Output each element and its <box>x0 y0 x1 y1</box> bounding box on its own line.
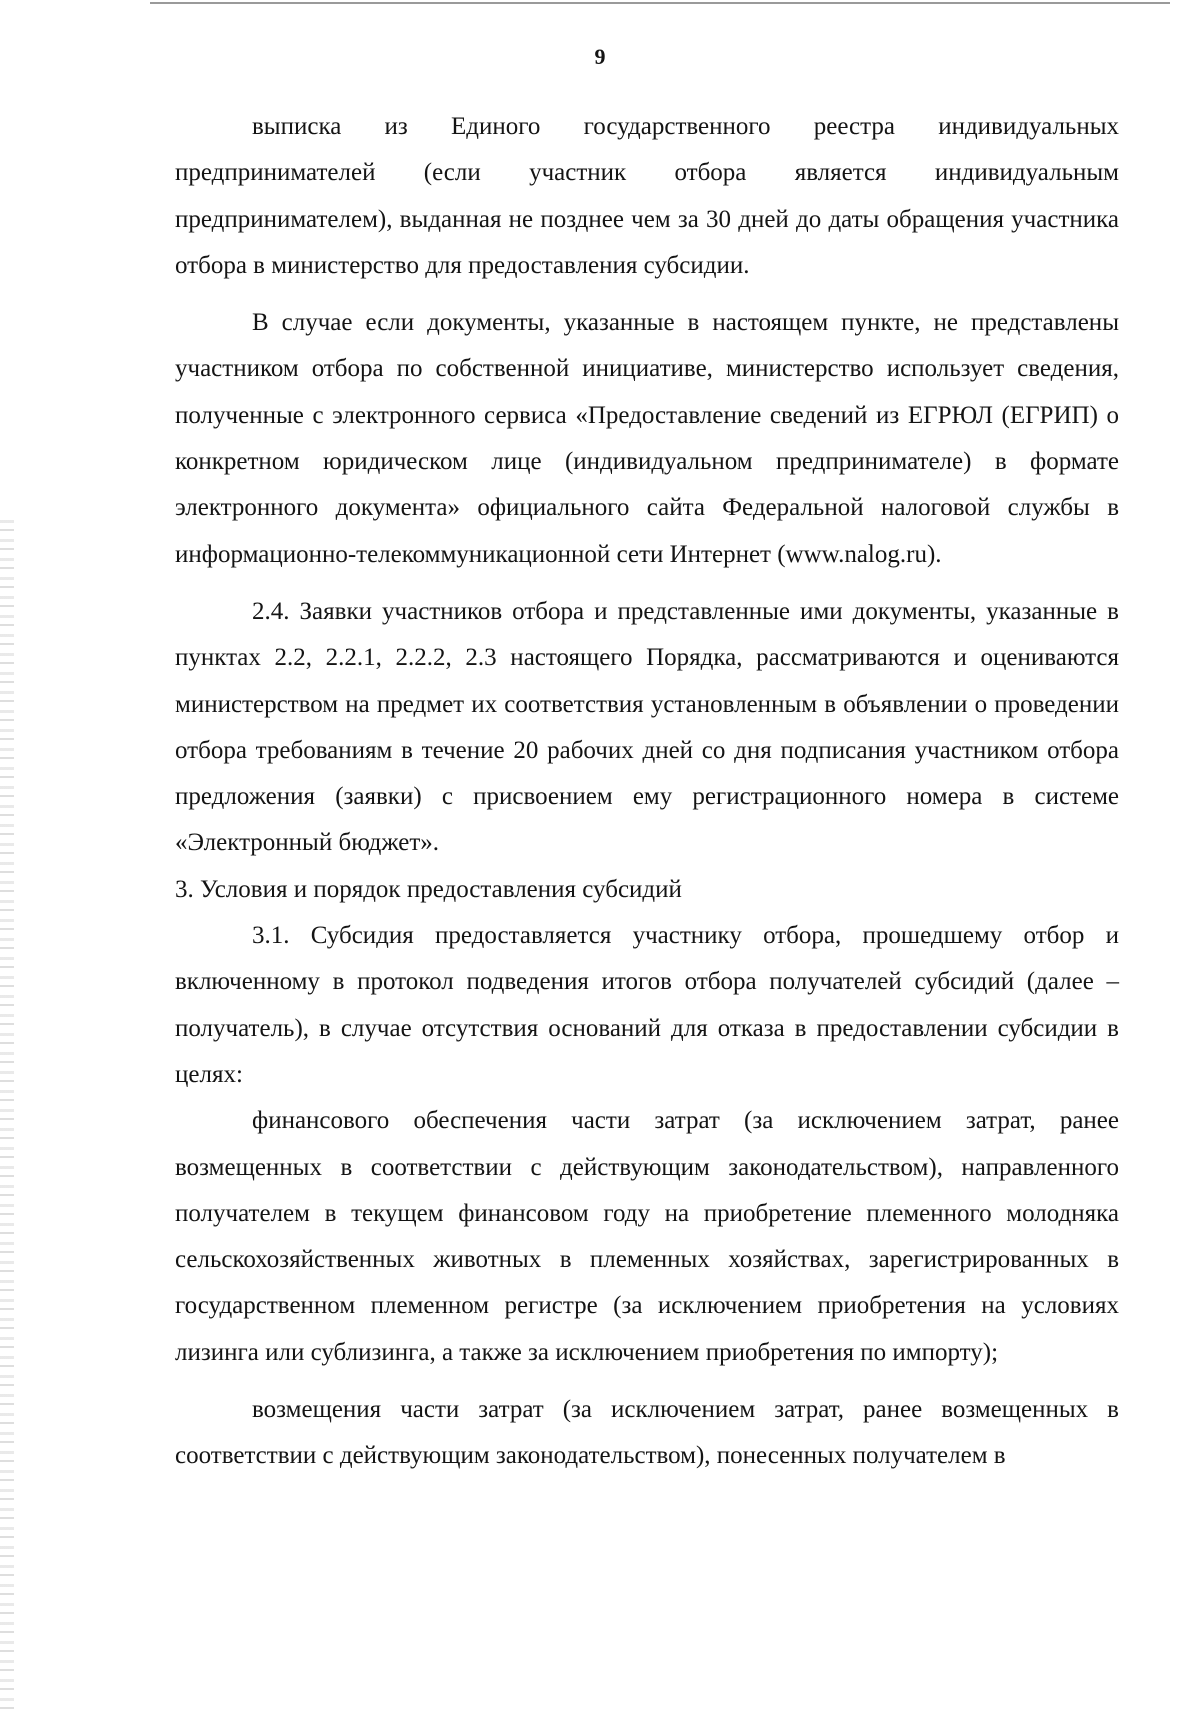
scan-left-edge-shadow <box>0 520 14 1716</box>
page-number: 9 <box>594 44 606 69</box>
scan-top-rule <box>150 2 1170 4</box>
paragraph-documents-not-provided: В случае если документы, указанные в настоящем пункте, не представлены участником отбора по собственной инициативе, министерство использует сведения, полученные с электронного сервиса «Предоставление сведений из ЕГРЮЛ (ЕГРИП) о конкретном юридическом лице (индивидуальном предпринимателе) в формате электронного документа» официального сайта Федеральной налоговой службы в информационно-телекоммуникационной сети Интернет (www.nalog.ru). <box>175 309 1119 568</box>
paragraph-2-4-review: 2.4. Заявки участников отбора и представленные ими документы, указанные в пунктах 2.2, 2.2.1, 2.2.2, 2.3 настоящего Порядка, рассматриваются и оцениваются министерством на предмет их соответствия установленным в объявлении о проведении отбора требованиям в течение 20 рабочих дней со дня подписания участником отбора предложения (заявки) с присвоением ему регистрационного номера в системе «Электронный бюджет». <box>175 597 1119 857</box>
document-body <box>175 104 1119 1480</box>
paragraph-egrip-extract: выписка из Единого государственного реестра индивидуальных предпринимателей (если участник отбора является индивидуальным предпринимателем), выданная не позднее чем за 30 дней до даты обращения участника отбора в министерство для предоставления субсидии. <box>175 113 1119 279</box>
paragraph-financial-support: финансового обеспечения части затрат (за исключением затрат, ранее возмещенных в соответствии с действующим законодательством), направленного получателем в текущем финансовом году на приобретение племенного молодняка сельскохозяйственных животных в племенных хозяйствах, зарегистрированных в государственном племенном регистре (за исключением приобретения на условиях лизинга или сублизинга, а также за исключением приобретения по импорту); <box>175 1107 1119 1366</box>
paragraph-3-1-subsidy: 3.1. Субсидия предоставляется участнику отбора, прошедшему отбор и включенному в протокол подведения итогов отбора получателей субсидий (далее – получатель), в случае отсутствия оснований для отказа в предоставлении субсидии в целях: <box>175 922 1119 1088</box>
paragraph-cost-reimbursement: возмещения части затрат (за исключением затрат, ранее возмещенных в соответствии с действующим законодательством), понесенных получателем в <box>175 1396 1119 1470</box>
section-heading: 3. Условия и порядок предоставления субсидий <box>175 875 682 903</box>
